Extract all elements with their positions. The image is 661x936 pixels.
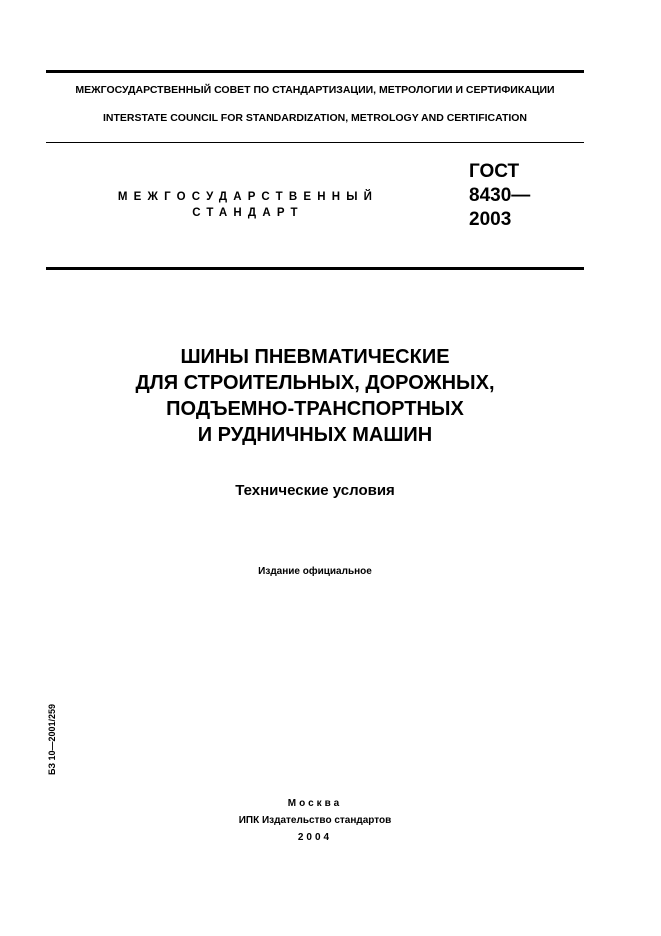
gost-label: ГОСТ [469,161,520,182]
council-name-ru: МЕЖГОСУДАРСТВЕННЫЙ СОВЕТ ПО СТАНДАРТИЗАЦИИ, МЕТРОЛОГИИ И СЕРТИФИКАЦИИ [75,84,555,96]
middle-thick-rule [46,267,584,270]
document-title [60,344,570,448]
standard-type-line1: МЕЖГОСУДАРСТВЕННЫЙ [117,191,379,203]
publisher-name: ИПК Издательство стандартов [238,815,392,826]
document-subtitle: Технические условия [235,482,395,499]
title-line3: ПОДЪЕМНО-ТРАНСПОРТНЫХ [166,398,464,420]
council-name-en: INTERSTATE COUNCIL FOR STANDARDIZATION, METROLOGY AND CERTIFICATION [102,112,528,124]
publisher-city: Москва [287,798,343,809]
standard-type [100,189,396,221]
side-code: БЗ 10—2001/259 [47,703,57,775]
gost-number: 8430— [469,185,531,206]
publisher-year: 2004 [297,832,333,843]
title-line4: И РУДНИЧНЫХ МАШИН [197,424,433,446]
gost-year: 2003 [469,209,512,230]
top-thick-rule [46,70,584,73]
title-line1: ШИНЫ ПНЕВМАТИЧЕСКИЕ [180,346,450,368]
publisher-block [160,795,470,846]
standard-type-line2: СТАНДАРТ [192,207,304,219]
title-line2: ДЛЯ СТРОИТЕЛЬНЫХ, ДОРОЖНЫХ, [135,372,495,394]
gost-designation [469,160,530,232]
edition-note: Издание официальное [258,566,372,577]
header-thin-rule [46,142,584,143]
